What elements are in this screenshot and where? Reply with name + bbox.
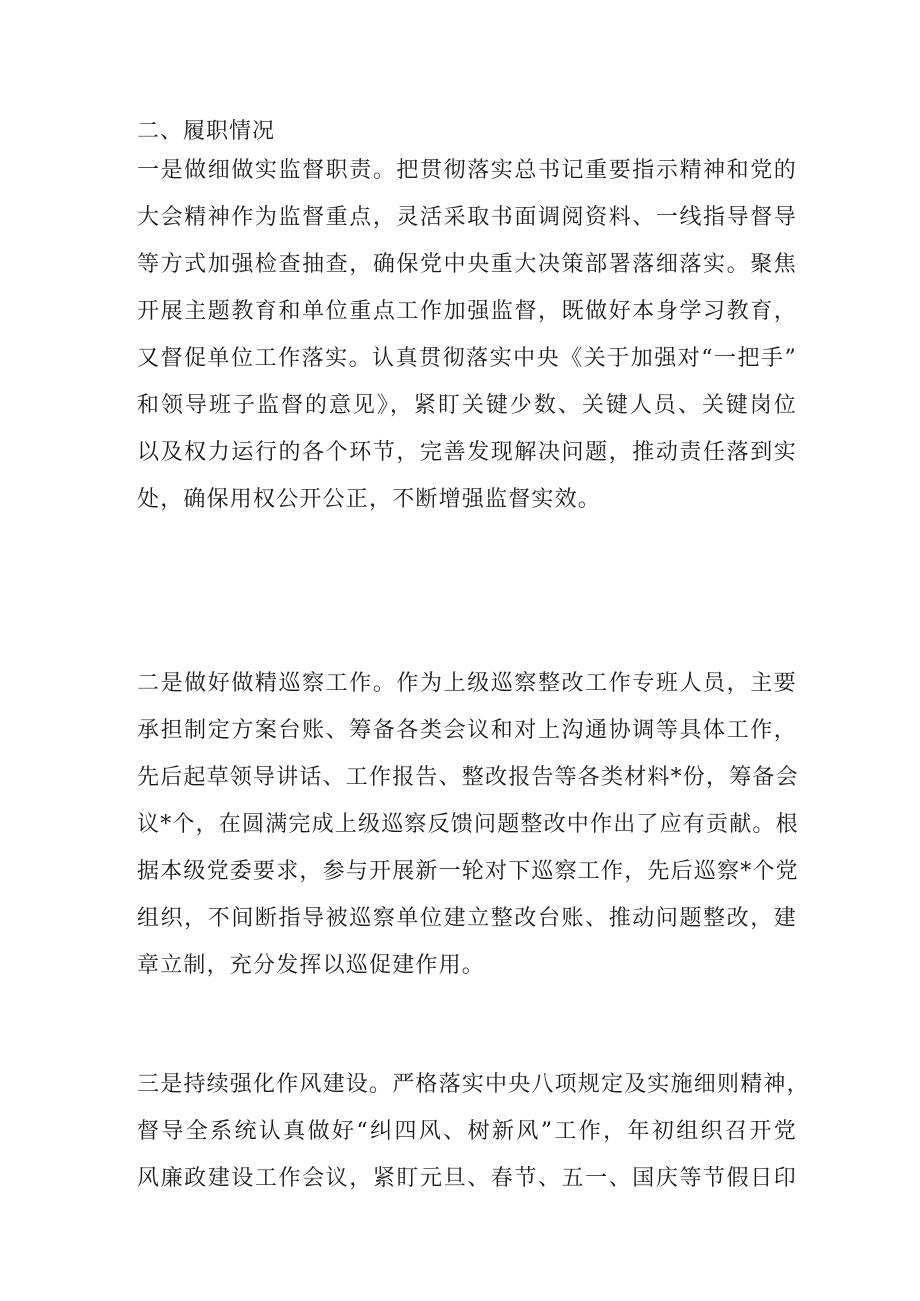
paragraph-supervision	[137, 147, 797, 523]
text-line: 督导全系统认真做好“纠四风、树新风”工作，年初组织召开党	[137, 1119, 797, 1144]
text-line: 章立制，充分发挥以巡促建作用。	[137, 953, 486, 978]
text-line: 三是持续强化作风建设。严格落实中央八项规定及实施细则精神，	[137, 1072, 810, 1097]
paragraph-inspection	[137, 660, 797, 989]
text-line: 风廉政建设工作会议，紧盯元旦、春节、五一、国庆等节假日印	[137, 1166, 797, 1191]
text-line: 大会精神作为监督重点，灵活采取书面调阅资料、一线指导督导	[137, 205, 797, 230]
text-line: 和领导班子监督的意见》，紧盯关键少数、关键人员、关键岗位	[137, 393, 797, 418]
text-line: 议*个，在圆满完成上级巡察反馈问题整改中作出了应有贡献。根	[137, 812, 799, 837]
text-line: 二是做好做精巡察工作。作为上级巡察整改工作专班人员，主要	[137, 671, 797, 696]
section-heading: 二、履职情况	[137, 119, 276, 144]
text-line: 开展主题教育和单位重点工作加强监督，既做好本身学习教育，	[137, 299, 797, 324]
text-line: 承担制定方案台账、筹备各类会议和对上沟通协调等具体工作，	[137, 718, 797, 743]
text-line: 组织，不间断指导被巡察单位建立整改台账、推动问题整改，建	[137, 906, 797, 931]
text-line: 处，确保用权公开公正，不断增强监督实效。	[137, 487, 602, 512]
text-line: 以及权力运行的各个环节，完善发现解决问题，推动责任落到实	[137, 440, 797, 465]
text-line: 据本级党委要求，参与开展新一轮对下巡察工作，先后巡察*个党	[137, 859, 799, 884]
text-line: 先后起草领导讲话、工作报告、整改报告等各类材料*份，筹备会	[137, 765, 799, 790]
text-line: 等方式加强检查抽查，确保党中央重大决策部署落细落实。聚焦	[137, 252, 797, 277]
text-line: 又督促单位工作落实。认真贯彻落实中央《关于加强对“一把手”	[137, 346, 797, 371]
paragraph-work-style	[137, 1061, 810, 1202]
text-line: 一是做细做实监督职责。把贯彻落实总书记重要指示精神和党的	[137, 158, 797, 183]
